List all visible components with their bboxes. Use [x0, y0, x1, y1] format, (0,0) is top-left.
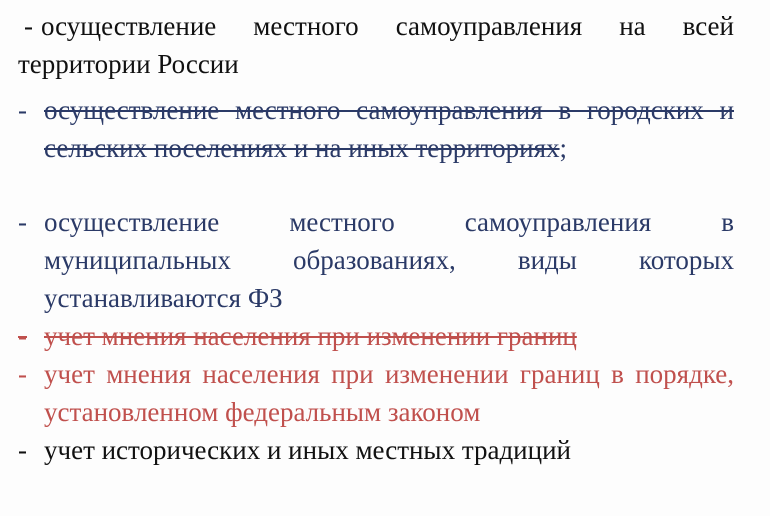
list-item-dash: -	[18, 321, 27, 351]
list-item-dash: -	[24, 11, 33, 41]
list-item-all-territory	[18, 7, 734, 83]
list-item-text: учет мнения населения при изменении границ в порядке, установленном федеральным законом	[44, 359, 734, 427]
list-item-dash: -	[18, 95, 27, 125]
list-item-tail: ;	[559, 133, 568, 163]
list-item-traditions	[18, 431, 734, 469]
list-item-dash: -	[18, 207, 27, 237]
list-item-text: учет исторических и иных местных традиций	[44, 435, 571, 465]
list-item-municipal-formations	[18, 203, 734, 317]
list-item-dash: -	[18, 359, 27, 389]
list-item-text	[44, 91, 734, 167]
list-item-body: осуществление местного самоуправления на всей территории России	[18, 11, 734, 79]
list-item-dash: -	[18, 435, 27, 465]
list-item-text: учет мнения населения при изменении границ	[44, 321, 577, 351]
list-item-borders-federal-law	[18, 355, 734, 431]
list-item-borders-struck	[18, 317, 734, 355]
list-item-settlements-struck	[18, 91, 734, 167]
struck-text: осуществление местного самоуправления в городских и сельских поселениях и на иных территориях	[44, 95, 734, 163]
list-item-text	[18, 7, 734, 83]
list-item-text: осуществление местного самоуправления в муниципальных образованиях, виды которых устанавливаются ФЗ	[44, 207, 734, 313]
